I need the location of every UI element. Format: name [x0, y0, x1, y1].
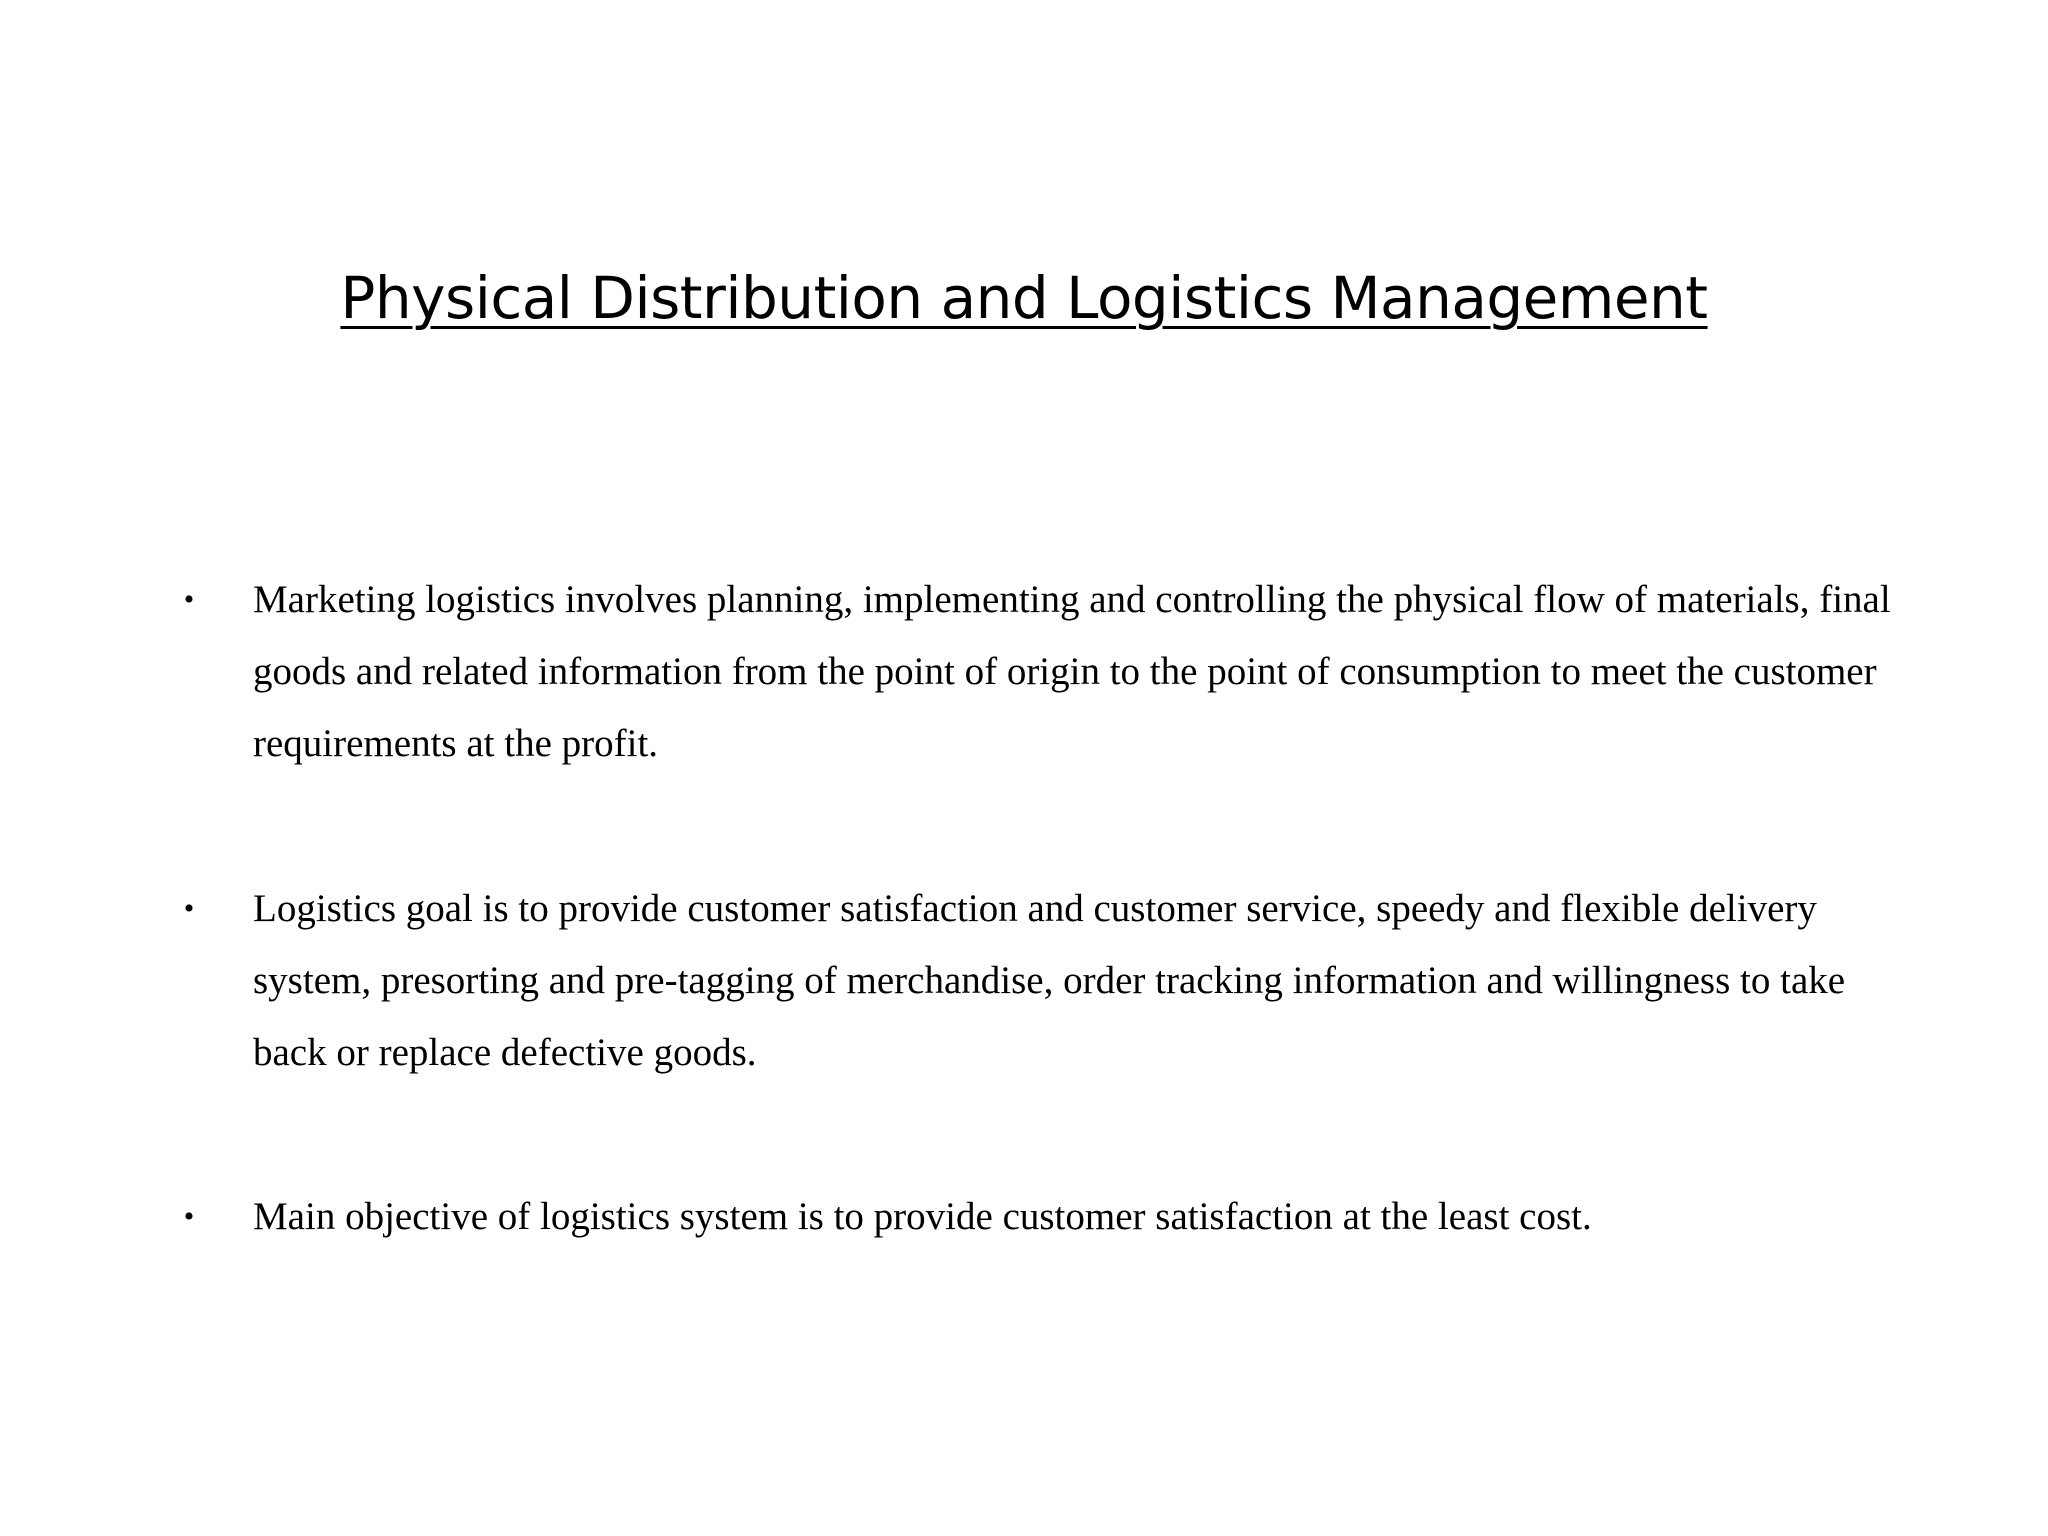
bullet-dot-icon: •	[183, 583, 195, 616]
bullet-dot-icon: •	[183, 892, 195, 925]
bullet-text: Marketing logistics involves planning, implementing and controlling the physical flow of materials, final goods and related information from the point of origin to the point of consumption to meet the customer requirements at the profit.	[253, 578, 1891, 765]
slide-title	[0, 258, 2048, 338]
slide-title-text: Physical Distribution and Logistics Management	[340, 264, 1708, 332]
bullet-text: Logistics goal is to provide customer satisfaction and customer service, speedy and flexible delivery system, presorting and pre-tagging of merchandise, order tracking information and willingness to take back or replace defective goods.	[253, 887, 1846, 1074]
bullet-dot-icon: •	[183, 1200, 195, 1233]
bullet-text: Main objective of logistics system is to provide customer satisfaction at the least cost.	[253, 1195, 1592, 1238]
